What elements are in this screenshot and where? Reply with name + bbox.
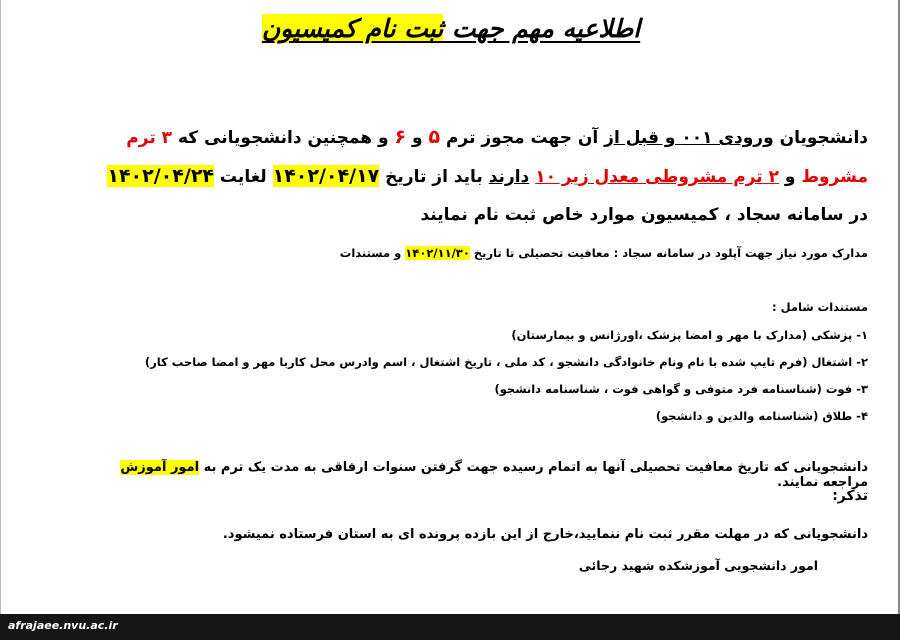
main-text-15: لغایت (214, 167, 273, 187)
documents-list (68, 322, 868, 430)
page-title (262, 14, 640, 43)
includes-label: مستندات شامل : (772, 300, 868, 314)
exemption-paragraph (98, 460, 868, 490)
exemption-text-1: دانشجویانی که تاریخ معافیت تحصیلی آنها به اتمام رسیده جهت گرفتن سنوات ارفاقی به مدت یک ترم به (199, 460, 868, 475)
title-wrap (1, 14, 900, 43)
main-text-9: و (778, 167, 802, 187)
end-date-highlight: ۱۴۰۲/۰۴/۲۴ (107, 165, 215, 187)
main-text-13: باید از تاریخ (379, 167, 489, 187)
list-item: ۲- اشتغال (فرم تایپ شده با نام ونام خانوادگی دانشجو ، کد ملی ، تاریخ اشتغال ، اسم وادرس محل کاربا مهر و امضا صاحب کار) (144, 355, 868, 369)
main-paragraph (98, 118, 868, 234)
list-item: ۱- پزشکی (مدارک با مهر و امضا پزشک ،اورژانس و بیمارستان) (511, 328, 868, 342)
required-documents-paragraph (98, 246, 868, 260)
main-text-7: و همچنین دانشجویانی که (172, 128, 395, 148)
signature: امور دانشجویی آموزشکده شهید رجائی (578, 558, 818, 573)
documents-text-1: مدارک مورد نیاز جهت آپلود در سامانه سجاد : معافیت تحصیلی تا تاریخ (469, 246, 868, 260)
site-url: afrajaee.nvu.ac.ir (8, 619, 118, 632)
have-text: دارند (488, 167, 530, 187)
exemption-text-3: مراجعه نمایند. (777, 475, 868, 490)
list-item: ۴- طلاق (شناسنامه والدین و دانشجو) (655, 409, 868, 423)
title-text: اطلاعیه مهم جهت (443, 14, 641, 43)
main-text-5: و (406, 128, 429, 148)
documents-text-3: و مستندات (339, 246, 406, 260)
start-date-highlight: ۱۴۰۲/۰۴/۱۷ (272, 165, 380, 187)
probation-2-terms-text: ۲ ترم مشروطی معدل زیر ۱۰ (535, 167, 779, 187)
term-5-number: ۵ (428, 126, 441, 148)
education-affairs-highlight: امور آموزش (120, 460, 200, 475)
main-text-1: دانشجویان (773, 128, 868, 148)
entry-year-text: ورودی ۰۰۱ و قبل از (604, 128, 774, 148)
main-text-3: آن جهت مجوز ترم (440, 128, 605, 148)
term-6-number: ۶ (394, 126, 407, 148)
exemption-date-highlight: ۱۴۰۲/۱۱/۳۰ (405, 246, 470, 260)
list-item: ۳- فوت (شناسنامه فرد متوفی و گواهی فوت ، شناسنامه دانشجو) (494, 382, 868, 396)
title-highlight: ثبت نام کمیسیون (261, 14, 444, 43)
footer-bar (0, 614, 900, 640)
main-text-17: در سامانه سجاد ، کمیسیون موارد خاص ثبت نام نمایند (420, 205, 868, 225)
note-label: تذکر: (832, 488, 868, 504)
probation-3-terms-text: ۳ ترم مشروط (126, 128, 868, 187)
deadline-paragraph: دانشجویانی که در مهلت مقرر ثبت نام ننمایید،خارج از این بازده پرونده ای به استان فرستاده نمیشود. (222, 527, 868, 542)
